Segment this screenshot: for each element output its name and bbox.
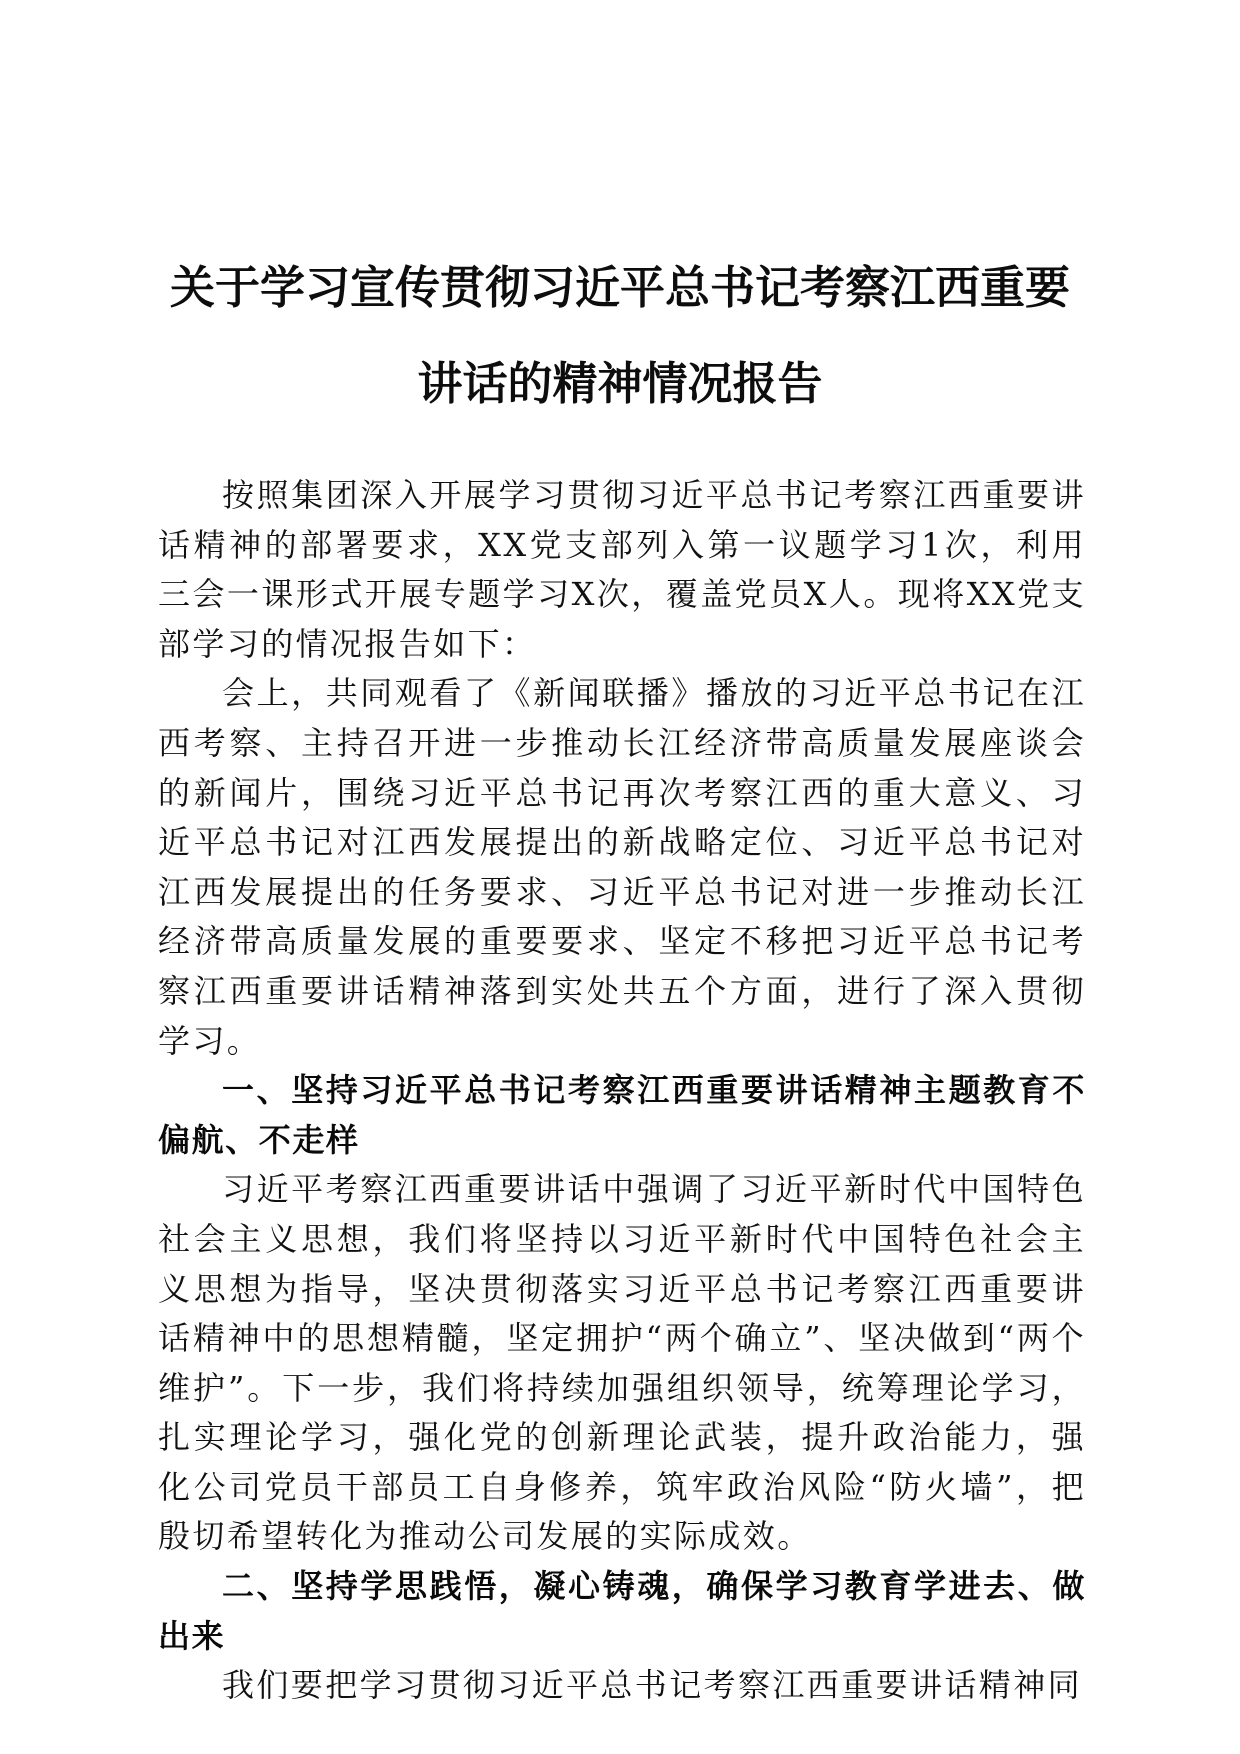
section-heading-2: 二、坚持学思践悟，凝心铸魂，确保学习教育学进去、做出来 xyxy=(158,1567,1086,1655)
document-body xyxy=(158,471,1086,1711)
document-title xyxy=(150,240,1090,432)
paragraph-section-1: 习近平考察江西重要讲话中强调了习近平新时代中国特色社会主义思想，我们将坚持以习近平新时代中国特色社会主义思想为指导，坚决贯彻落实习近平总书记考察江西重要讲话精神中的思想精髓，坚定拥护“两个确立”、坚决做到“两个维护”。下一步，我们将持续加强组织领导，统筹理论学习，扎实理论学习，强化党的创新理论武装，提升政治能力，强化公司党员干部员工自身修养，筑牢政治风险“防火墙”，把殷切希望转化为推动公司发展的实际成效。 xyxy=(158,1170,1086,1556)
paragraph-section-2: 我们要把学习贯彻习近平总书记考察江西重要讲话精神同 xyxy=(222,1666,1083,1705)
paragraph-meeting: 会上，共同观看了《新闻联播》播放的习近平总书记在江西考察、主持召开进一步推动长江经济带高质量发展座谈会的新闻片，围绕习近平总书记再次考察江西的重大意义、习近平总书记对江西发展提出的新战略定位、习近平总书记对江西发展提出的任务要求、习近平总书记对进一步推动长江经济带高质量发展的重要要求、坚定不移把习近平总书记考察江西重要讲话精神落到实处共五个方面，进行了深入贯彻学习。 xyxy=(158,674,1086,1060)
section-heading-1: 一、坚持习近平总书记考察江西重要讲话精神主题教育不偏航、不走样 xyxy=(158,1071,1086,1159)
paragraph-intro: 按照集团深入开展学习贯彻习近平总书记考察江西重要讲话精神的部署要求，XX党支部列入第一议题学习1次，利用三会一课形式开展专题学习X次，覆盖党员X人。现将XX党支部学习的情况报告如下： xyxy=(158,476,1086,663)
title-line-1: 关于学习宣传贯彻习近平总书记考察江西重要 xyxy=(169,261,1070,314)
title-line-2: 讲话的精神情况报告 xyxy=(417,357,823,410)
